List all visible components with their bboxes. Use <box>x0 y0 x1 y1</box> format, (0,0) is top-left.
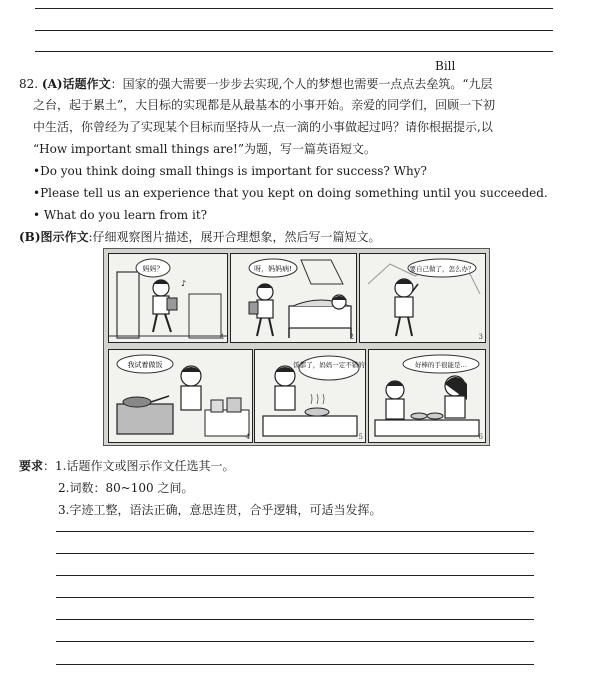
answer-line <box>56 575 534 576</box>
mother-sick-in-bed-illustration <box>231 254 356 342</box>
answer-line <box>56 619 534 620</box>
speech-bubble-text: 妈妈？ <box>142 265 164 273</box>
panel-number: 1 <box>220 333 225 341</box>
part-a-label: (A)话题作文 <box>41 77 111 91</box>
part-b-intro: :仔细观察图片描述，展开合理想象，然后写一篇短文。 <box>88 230 381 244</box>
requirement-item: 3.字迹工整，语法正确，意思连贯，合乎逻辑，可适当发挥。 <box>58 503 382 517</box>
speech-bubble-text: 好棒的手很能是… <box>415 361 467 369</box>
comic-panel-1 <box>108 253 228 343</box>
prompt-bullet: •Please tell us an experience that you kept on doing something until you succeeded. <box>33 186 548 200</box>
comic-panel-3 <box>359 253 486 343</box>
comic-panel-6 <box>368 349 486 443</box>
answer-line <box>56 597 534 598</box>
mother-and-son-eating-illustration <box>369 350 485 442</box>
requirement-item: 2.词数：80~100 之间。 <box>58 481 194 495</box>
signature: Bill <box>435 59 456 73</box>
comic-strip <box>103 248 490 446</box>
part-b-label: (B)图示作文 <box>19 230 89 244</box>
answer-line <box>56 531 534 532</box>
requirements-line1 <box>19 458 234 474</box>
answer-line <box>35 8 553 9</box>
answer-line <box>56 553 534 554</box>
boy-coming-home-illustration <box>109 254 227 342</box>
svg-text:♪: ♪ <box>181 279 187 288</box>
boy-cooking-illustration <box>109 350 252 442</box>
part-b-line <box>19 229 381 245</box>
question-82-line2: 之台，起于累土”，大目标的实现都是从最基本的小事开始。亲爱的同学们，回顾一下初 <box>33 98 496 112</box>
answer-line <box>35 51 553 52</box>
speech-bubble-text: 我试着做饭 <box>127 361 163 369</box>
answer-line <box>35 30 553 31</box>
answer-line <box>56 641 534 642</box>
comic-panel-2 <box>230 253 357 343</box>
question-82-line4: “How important small things are!”为题，写一篇英语短文。 <box>33 142 377 156</box>
part-a-intro: ：国家的强大需要一步步去实现,个人的梦想也需要一点点去垒筑。“九层 <box>110 77 493 91</box>
speech-bubble-text: 要自己做了，怎么办？ <box>409 265 475 273</box>
comic-panel-5 <box>254 349 366 443</box>
panel-number: 4 <box>245 433 250 441</box>
question-number: 82. <box>19 77 39 91</box>
prompt-bullet: •Do you think doing small things is important for success? Why? <box>33 164 427 178</box>
speech-bubble-text: 呀，妈妈病! <box>254 265 292 273</box>
answer-line <box>56 664 534 665</box>
boy-thinking-illustration <box>360 254 485 342</box>
requirements-label: 要求 <box>19 459 44 473</box>
panel-number: 6 <box>478 433 483 441</box>
question-82-line1 <box>19 76 493 92</box>
panel-number: 3 <box>478 333 483 341</box>
panel-number: 5 <box>358 433 363 441</box>
requirement-item: ：1.话题作文或图示作文任选其一。 <box>43 459 235 473</box>
prompt-bullet: • What do you learn from it? <box>33 208 208 222</box>
boy-serving-food-illustration <box>255 350 365 442</box>
comic-panel-4 <box>108 349 253 443</box>
question-82-line3: 中生活，你曾经为了实现某个目标而坚持从一点一滴的小事做起过吗？请你根据提示,以 <box>33 120 493 134</box>
panel-number: 2 <box>349 333 354 341</box>
speech-bubble-text: 饭都了，妈妈一定不错的 <box>293 361 365 369</box>
